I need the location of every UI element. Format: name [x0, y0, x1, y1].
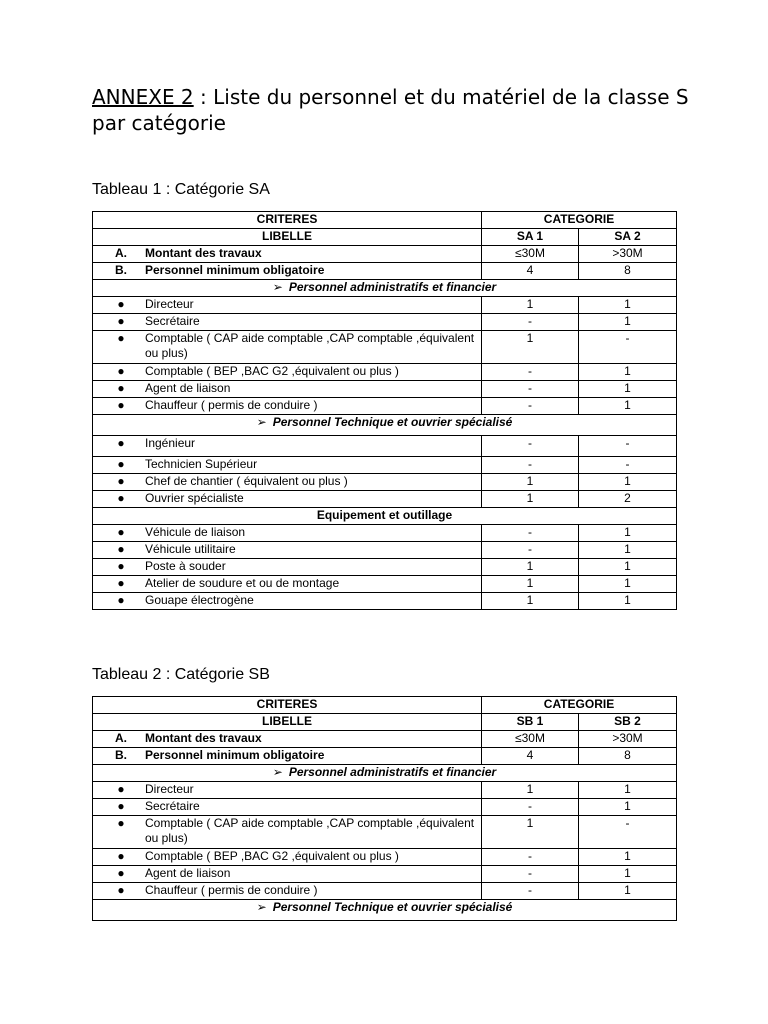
row-text: Ingénieur [145, 436, 196, 450]
row-label [93, 799, 482, 816]
row-label [93, 866, 482, 883]
section-admin [93, 280, 677, 297]
bullet-icon: ● [117, 474, 125, 488]
row-text: Agent de liaison [145, 866, 231, 880]
bullet-icon: ● [117, 576, 125, 590]
row-label [93, 782, 482, 799]
cell-value: 1 [482, 816, 579, 849]
row-text: Technicien Supérieur [145, 457, 258, 471]
section-row [93, 415, 677, 436]
cell-value: 1 [579, 364, 677, 381]
row-text: Atelier de soudure et ou de montage [145, 576, 340, 590]
cell-value: 1 [482, 331, 579, 364]
table-row [93, 436, 677, 457]
bullet-icon: ● [117, 491, 125, 505]
table-row [93, 364, 677, 381]
table-row [93, 314, 677, 331]
section-equip: Equipement et outillage [93, 508, 677, 525]
cell-value: 1 [482, 576, 579, 593]
section-title: Personnel administratifs et financier [288, 765, 497, 779]
row-marker: A. [115, 246, 127, 260]
row-label [93, 297, 482, 314]
header-col2: SA 2 [579, 229, 677, 246]
row-label [93, 525, 482, 542]
cell-value: 2 [579, 491, 677, 508]
row-label [93, 559, 482, 576]
table-header-row [93, 212, 677, 229]
row-text: Chef de chantier ( équivalent ou plus ) [145, 474, 348, 488]
cell-value: 1 [579, 849, 677, 866]
cell-value: 1 [579, 883, 677, 900]
section-admin [93, 765, 677, 782]
bullet-icon: ● [117, 525, 125, 539]
table-row [93, 297, 677, 314]
row-text: Agent de liaison [145, 381, 231, 395]
table-row [93, 559, 677, 576]
row-label [93, 474, 482, 491]
arrow-icon: ➢ [256, 900, 267, 914]
table-row [93, 381, 677, 398]
header-categorie: CATEGORIE [482, 697, 677, 714]
row-label [93, 883, 482, 900]
row-label [93, 731, 482, 748]
bullet-icon: ● [117, 398, 125, 412]
bullet-icon: ● [117, 297, 125, 311]
cell-value: 1 [579, 559, 677, 576]
cell-value: 1 [579, 525, 677, 542]
row-label [93, 748, 482, 765]
cell-value: 4 [482, 748, 579, 765]
table-row [93, 246, 677, 263]
row-label [93, 246, 482, 263]
table1-caption: Tableau 1 : Catégorie SA [92, 181, 270, 198]
row-label [93, 331, 482, 364]
row-label [93, 457, 482, 474]
section-row [93, 900, 677, 921]
cell-value: 1 [579, 474, 677, 491]
table-row [93, 331, 677, 364]
row-text: Comptable ( CAP aide comptable ,CAP comptable ,équivalent ou plus) [145, 816, 475, 845]
cell-value: - [579, 457, 677, 474]
arrow-icon: ➢ [272, 765, 283, 779]
row-text: Comptable ( BEP ,BAC G2 ,équivalent ou plus ) [145, 849, 399, 863]
bullet-icon: ● [117, 866, 125, 880]
row-text: Comptable ( CAP aide comptable ,CAP comptable ,équivalent ou plus) [145, 331, 475, 360]
row-label [93, 849, 482, 866]
table-header-row [93, 714, 677, 731]
bullet-icon: ● [117, 542, 125, 556]
arrow-icon: ➢ [272, 280, 283, 294]
row-label [93, 542, 482, 559]
section-title: Personnel Technique et ouvrier spécialisé [272, 900, 513, 914]
cell-value: 1 [482, 297, 579, 314]
table-row [93, 849, 677, 866]
cell-value: 1 [482, 593, 579, 610]
bullet-icon: ● [117, 849, 125, 863]
row-text: Montant des travaux [145, 246, 262, 260]
table-row [93, 866, 677, 883]
cell-value: 1 [579, 398, 677, 415]
row-label [93, 576, 482, 593]
cell-value: 1 [482, 474, 579, 491]
row-marker: A. [115, 731, 127, 745]
table-row [93, 748, 677, 765]
row-label [93, 364, 482, 381]
cell-value: - [482, 381, 579, 398]
cell-value: - [482, 364, 579, 381]
table-header-row [93, 229, 677, 246]
cell-value: - [482, 883, 579, 900]
section-title: Personnel administratifs et financier [288, 280, 497, 294]
cell-value: - [482, 314, 579, 331]
table-header-row [93, 697, 677, 714]
cell-value: 1 [482, 491, 579, 508]
cell-value: 1 [579, 542, 677, 559]
cell-value: 1 [482, 782, 579, 799]
table-row [93, 883, 677, 900]
cell-value: - [579, 436, 677, 457]
section-row [93, 280, 677, 297]
row-label [93, 816, 482, 849]
header-col1: SB 1 [482, 714, 579, 731]
bullet-icon: ● [117, 883, 125, 897]
header-col1: SA 1 [482, 229, 579, 246]
cell-value: - [482, 849, 579, 866]
row-marker: B. [115, 748, 127, 762]
bullet-icon: ● [117, 381, 125, 395]
row-label [93, 314, 482, 331]
cell-value: 1 [482, 559, 579, 576]
cell-value: ≤30M [482, 246, 579, 263]
table-row [93, 457, 677, 474]
row-text: Comptable ( BEP ,BAC G2 ,équivalent ou plus ) [145, 364, 399, 378]
table-row [93, 525, 677, 542]
table-row [93, 816, 677, 849]
cell-value: 1 [579, 782, 677, 799]
cell-value: - [579, 331, 677, 364]
bullet-icon: ● [117, 364, 125, 378]
row-label [93, 381, 482, 398]
cell-value: 8 [579, 748, 677, 765]
table-row [93, 576, 677, 593]
header-libelle: LIBELLE [93, 714, 482, 731]
cell-value: - [482, 525, 579, 542]
cell-value: - [482, 799, 579, 816]
table-category-sa [92, 211, 677, 610]
table-row [93, 799, 677, 816]
row-text: Directeur [145, 297, 194, 311]
title-text: : Liste du personnel et du matériel de la classe S par catégorie [92, 85, 689, 135]
row-text: Montant des travaux [145, 731, 262, 745]
bullet-icon: ● [117, 782, 125, 796]
bullet-icon: ● [117, 436, 125, 450]
cell-value: - [482, 866, 579, 883]
section-row [93, 508, 677, 525]
cell-value: 1 [579, 576, 677, 593]
row-text: Véhicule de liaison [145, 525, 246, 539]
table-row [93, 474, 677, 491]
cell-value: - [482, 398, 579, 415]
page-title [92, 84, 692, 136]
table2-caption: Tableau 2 : Catégorie SB [92, 666, 270, 683]
header-libelle: LIBELLE [93, 229, 482, 246]
table-row [93, 593, 677, 610]
table-row [93, 542, 677, 559]
bullet-icon: ● [117, 457, 125, 471]
cell-value: 1 [579, 866, 677, 883]
arrow-icon: ➢ [256, 415, 267, 429]
bullet-icon: ● [117, 331, 125, 345]
cell-value: 1 [579, 799, 677, 816]
section-row [93, 765, 677, 782]
row-label [93, 398, 482, 415]
row-text: Chauffeur ( permis de conduire ) [145, 883, 318, 897]
cell-value: 1 [579, 314, 677, 331]
header-criteres: CRITERES [93, 697, 482, 714]
bullet-icon: ● [117, 314, 125, 328]
row-text: Personnel minimum obligatoire [145, 748, 325, 762]
cell-value: 1 [579, 381, 677, 398]
row-marker: B. [115, 263, 127, 277]
header-criteres: CRITERES [93, 212, 482, 229]
bullet-icon: ● [117, 816, 125, 830]
cell-value: - [482, 436, 579, 457]
row-text: Directeur [145, 782, 194, 796]
table-row [93, 398, 677, 415]
row-text: Gouape électrogène [145, 593, 254, 607]
table-row [93, 731, 677, 748]
cell-value: 1 [579, 297, 677, 314]
cell-value: >30M [579, 246, 677, 263]
row-label [93, 491, 482, 508]
header-categorie: CATEGORIE [482, 212, 677, 229]
row-label [93, 263, 482, 280]
row-text: Chauffeur ( permis de conduire ) [145, 398, 318, 412]
section-tech [93, 415, 677, 436]
section-tech [93, 900, 677, 921]
row-text: Véhicule utilitaire [145, 542, 236, 556]
row-label [93, 593, 482, 610]
cell-value: 4 [482, 263, 579, 280]
row-text: Poste à souder [145, 559, 226, 573]
table-row [93, 491, 677, 508]
cell-value: >30M [579, 731, 677, 748]
bullet-icon: ● [117, 559, 125, 573]
cell-value: - [482, 542, 579, 559]
cell-value: - [482, 457, 579, 474]
row-text: Secrétaire [145, 314, 200, 328]
row-text: Ouvrier spécialiste [145, 491, 244, 505]
bullet-icon: ● [117, 593, 125, 607]
cell-value: 1 [579, 593, 677, 610]
cell-value: ≤30M [482, 731, 579, 748]
bullet-icon: ● [117, 799, 125, 813]
cell-value: - [579, 816, 677, 849]
table-category-sb [92, 696, 677, 921]
section-title: Personnel Technique et ouvrier spécialisé [272, 415, 513, 429]
row-label [93, 436, 482, 457]
annex-label: ANNEXE 2 [92, 85, 194, 109]
table-row [93, 782, 677, 799]
row-text: Personnel minimum obligatoire [145, 263, 325, 277]
cell-value: 8 [579, 263, 677, 280]
header-col2: SB 2 [579, 714, 677, 731]
row-text: Secrétaire [145, 799, 200, 813]
table-row [93, 263, 677, 280]
